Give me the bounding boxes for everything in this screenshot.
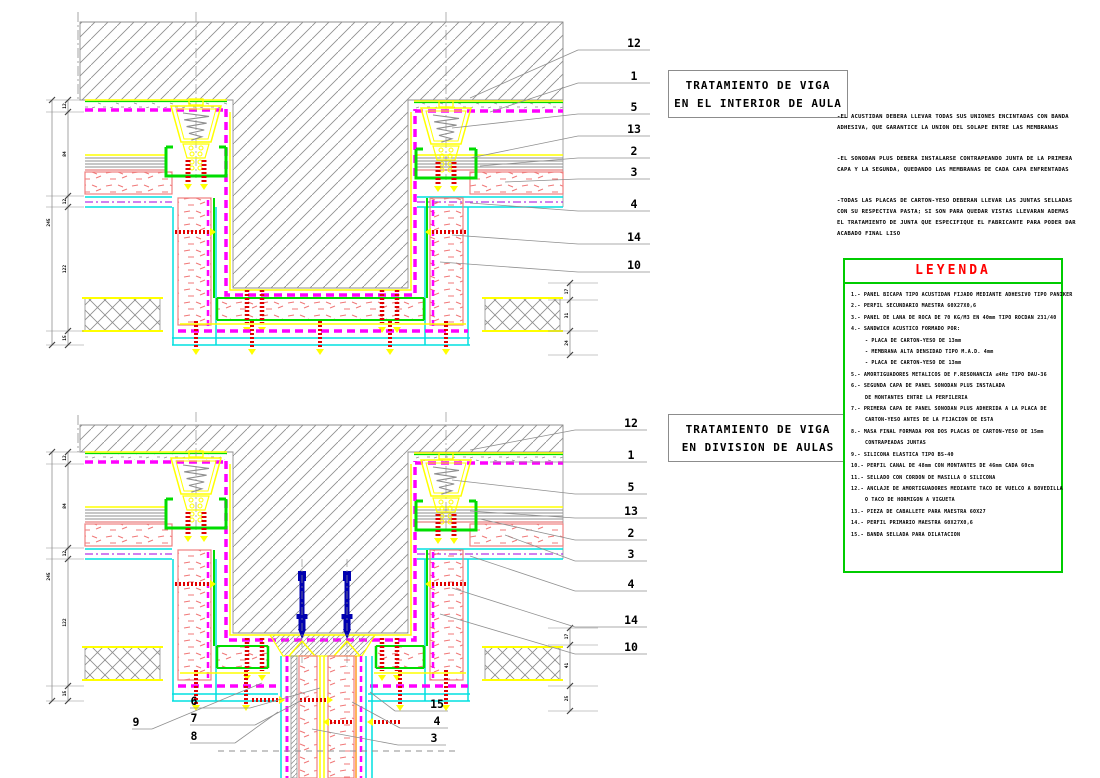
legend-item: 5.- AMORTIGUADORES METALICOS DE F.RESONANCIA ≤4Hz TIPO DAU-36 <box>851 371 1047 378</box>
callout-label: 1 <box>630 69 638 83</box>
title-line: TRATAMIENTO DE VIGA <box>685 79 831 92</box>
callout-label: 5 <box>627 480 635 494</box>
note-paragraph <box>837 112 1087 134</box>
legend-item: 8.- MASA FINAL FORMADA POR DOS PLACAS DE CARTON-YESO DE 15mm <box>851 428 1044 435</box>
svg-text:15: 15 <box>63 690 68 697</box>
svg-text:245: 245 <box>47 572 52 581</box>
callout-label: 3 <box>430 731 438 745</box>
svg-text:12: 12 <box>63 103 68 109</box>
callout-label: 4 <box>630 197 638 211</box>
svg-text:84: 84 <box>63 151 68 157</box>
legend-item: 1.- PANEL BICAPA TIPO ACUSTIDAN FIJADO MEDIANTE ADHESIVO TIPO PANIKER <box>851 292 1073 298</box>
callout-label: 5 <box>630 100 638 114</box>
callout-label: 8 <box>190 729 198 743</box>
legend-item: - MEMBRANA ALTA DENSIDAD TIPO M.A.D. 4mm <box>865 349 994 356</box>
svg-text:12: 12 <box>63 455 68 461</box>
legend-item: 4.- SANDWICH ACUSTICO FORMADO POR: <box>851 326 961 333</box>
legend-item: 7.- PRIMERA CAPA DE PANEL SONODAN PLUS ADHERIDA A LA PLACA DE <box>851 406 1047 413</box>
legend-item: - PLACA DE CARTON-YESO DE 13mm <box>865 360 962 367</box>
legend-item: 3.- PANEL DE LANA DE ROCA DE 70 KG/M3 EN 40mm TIPO ROCDAN 231/40 <box>851 314 1057 321</box>
note-line: CAPA Y LA SEGUNDA, QUEDANDO LAS MEMBRANAS DE CADA CAPA ENFRENTADAS <box>837 167 1069 173</box>
legend-item: DE MONTANTES ENTRE LA PERFILERIA <box>865 394 968 401</box>
construction-notes <box>837 112 1087 260</box>
callout-label: 2 <box>627 526 635 540</box>
callout-label: 10 <box>627 258 641 272</box>
note-line: EL TRATAMIENTO DE JUNTA QUE ESPECIFIQUE EL FABRICANTE PARA PODER DAR <box>837 220 1076 226</box>
svg-text:31: 31 <box>565 312 570 319</box>
svg-text:17: 17 <box>565 633 570 640</box>
legend-header <box>845 260 1061 284</box>
title-line: EN DIVISION DE AULAS <box>681 441 835 454</box>
note-paragraph <box>837 154 1087 176</box>
callout-label: 7 <box>190 711 198 725</box>
callout-label: 6 <box>190 694 198 708</box>
note-line: CON SU RESPECTIVA PASTA; SI SON PARA QUEDAR VISTAS LLEVARAN ADEMAS <box>837 209 1069 215</box>
callout-label: 9 <box>132 715 140 729</box>
legend-item: 10.- PERFIL CANAL DE 48mm CON MONTANTES DE 46mm CADA 60cm <box>851 463 1034 470</box>
svg-text:12: 12 <box>63 198 68 205</box>
svg-text:12: 12 <box>63 550 68 557</box>
callout-label: 1 <box>627 448 635 462</box>
note-line: -EL SONODAN PLUS DEBERA INSTALARSE CONTRAPEANDO JUNTA DE LA PRIMERA <box>837 156 1073 162</box>
legend-box <box>843 258 1073 573</box>
svg-text:25: 25 <box>565 695 570 702</box>
title-box-interior-aula <box>668 70 848 118</box>
detail-division-aulas <box>78 412 563 778</box>
callout-label: 4 <box>433 714 441 728</box>
svg-text:245: 245 <box>47 218 52 227</box>
legend-item: 2.- PERFIL SECUNDARIO MAESTRA 60X27X0,6 <box>851 303 977 310</box>
legend-item: 13.- PIEZA DE CABALLETE PARA MAESTRA 60X27 <box>851 508 986 515</box>
note-line: -EL ACUSTIDAN DEBERA LLEVAR TODAS SUS UNIONES ENCINTADAS CON BANDA <box>837 114 1069 120</box>
legend-item: - PLACA DE CARTON-YESO DE 13mm <box>865 337 962 344</box>
callout-label: 12 <box>624 416 638 430</box>
svg-text:84: 84 <box>63 503 68 509</box>
svg-text:122: 122 <box>63 618 68 627</box>
callout-label: 13 <box>624 504 638 518</box>
callout-label: 14 <box>624 613 638 627</box>
callout-label: 4 <box>627 577 635 591</box>
callout-label: 15 <box>430 697 444 711</box>
svg-text:24: 24 <box>565 340 570 346</box>
note-line: ACABADO FINAL LISO <box>837 231 901 237</box>
legend-title: LEYENDA <box>915 263 991 278</box>
callout-label: 14 <box>627 230 641 244</box>
callout-label: 12 <box>627 36 641 50</box>
title-line: EN EL INTERIOR DE AULA <box>674 97 842 110</box>
svg-text:41: 41 <box>565 662 570 669</box>
note-paragraph <box>837 196 1087 240</box>
title-line: TRATAMIENTO DE VIGA <box>685 423 831 436</box>
title-box-division-aulas <box>668 414 848 462</box>
callout-label: 2 <box>630 144 638 158</box>
svg-text:15: 15 <box>63 335 68 341</box>
legend-item: 14.- PERFIL PRIMARIO MAESTRA 60X27X0,6 <box>851 520 973 527</box>
legend-item: CARTON-YESO ANTES DE LA FIJACION DE ESTA <box>865 417 994 424</box>
note-line: -TODAS LAS PLACAS DE CARTON-YESO DEBERAN LLEVAR LAS JUNTAS SELLADAS <box>837 198 1073 204</box>
legend-item-list <box>845 284 1073 541</box>
callout-label: 10 <box>624 640 638 654</box>
legend-item: O TACO DE HORMIGON A VIGUETA <box>865 497 955 504</box>
detail-interior-aula <box>78 12 563 355</box>
callout-label: 3 <box>627 547 635 561</box>
legend-item: 9.- SILICONA ELASTICA TIPO BS-40 <box>851 451 954 458</box>
legend-item: CONTRAPEADAS JUNTAS <box>865 440 926 447</box>
svg-text:122: 122 <box>63 264 68 274</box>
legend-item: 6.- SEGUNDA CAPA DE PANEL SONODAN PLUS INSTALADA <box>851 383 1006 390</box>
callout-label: 13 <box>627 122 641 136</box>
legend-item: 15.- BANDA SELLADA PARA DILATACION <box>851 531 961 538</box>
legend-item: 12.- ANCLAJE DE AMORTIGUADORES MEDIANTE TACO DE VUELCO A BOVEDILLA <box>851 485 1063 492</box>
callout-label: 3 <box>630 165 638 179</box>
svg-text:17: 17 <box>565 288 570 295</box>
legend-item: 11.- SELLADO CON CORDON DE MASILLA O SILICONA <box>851 474 996 481</box>
note-line: ADHESIVA, QUE GARANTICE LA UNION DEL SOLAPE ENTRE LAS MEMBRANAS <box>837 125 1059 131</box>
